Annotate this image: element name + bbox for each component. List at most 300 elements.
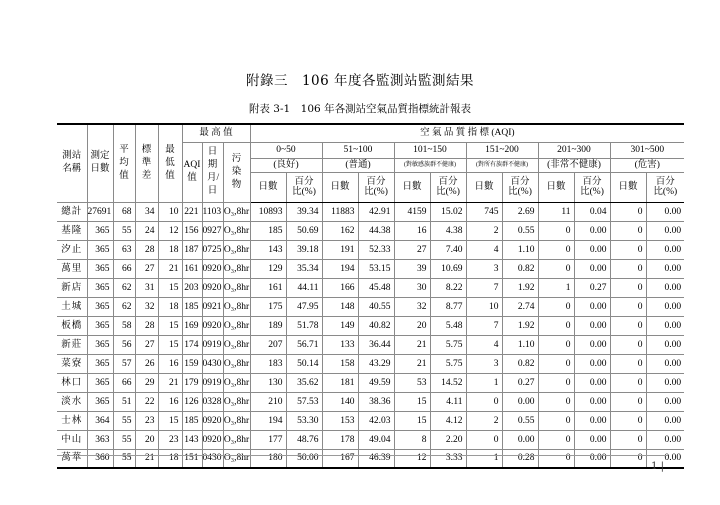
cell-mean: 66 xyxy=(113,373,135,392)
cell-aqi: 169 xyxy=(182,316,202,335)
cell-pol: O₃,8hr xyxy=(223,354,250,373)
cell-count-0: 129 xyxy=(250,259,286,278)
cell-pct-2: 8.22 xyxy=(430,278,466,297)
level-5: (危害) xyxy=(610,158,684,172)
cell-std: 24 xyxy=(135,221,158,240)
subheader-count: 日數 xyxy=(610,172,646,202)
cell-pct-5: 0.00 xyxy=(646,335,684,354)
cell-date: 0920 xyxy=(202,278,223,297)
cell-count-5: 0 xyxy=(610,297,646,316)
header-days: 測定日數 xyxy=(87,124,113,202)
cell-count-1: 167 xyxy=(322,449,358,468)
cell-pol: O₃,8hr xyxy=(223,316,250,335)
cell-count-3: 4 xyxy=(466,240,502,259)
table-row xyxy=(57,259,684,278)
cell-count-2: 15 xyxy=(394,411,430,430)
cell-count-1: 191 xyxy=(322,240,358,259)
aqi-statistics-table xyxy=(57,123,684,469)
table-row xyxy=(57,297,684,316)
cell-pct-0: 44.11 xyxy=(286,278,322,297)
cell-pct-2: 4.11 xyxy=(430,392,466,411)
page-number: 1 | xyxy=(651,461,664,472)
cell-days: 365 xyxy=(87,221,113,240)
cell-count-0: 175 xyxy=(250,297,286,316)
cell-count-0: 180 xyxy=(250,449,286,468)
level-0: (良好) xyxy=(250,158,322,172)
cell-pct-3: 0.00 xyxy=(502,392,538,411)
cell-count-2: 16 xyxy=(394,221,430,240)
cell-pol: O₃,8hr xyxy=(223,221,250,240)
cell-pct-2: 14.52 xyxy=(430,373,466,392)
cell-std: 23 xyxy=(135,411,158,430)
cell-count-3: 7 xyxy=(466,316,502,335)
cell-days: 365 xyxy=(87,297,113,316)
subheader-pct: 百分比(%) xyxy=(646,172,684,202)
cell-count-2: 12 xyxy=(394,449,430,468)
cell-count-5: 0 xyxy=(610,202,646,221)
cell-pol: O₃,8hr xyxy=(223,202,250,221)
cell-pct-1: 44.38 xyxy=(358,221,394,240)
table-body xyxy=(57,202,684,468)
subheader-pct: 百分比(%) xyxy=(286,172,322,202)
cell-count-0: 185 xyxy=(250,221,286,240)
cell-std: 28 xyxy=(135,316,158,335)
cell-pct-3: 1.10 xyxy=(502,335,538,354)
cell-days: 365 xyxy=(87,335,113,354)
cell-count-1: 133 xyxy=(322,335,358,354)
cell-mean: 68 xyxy=(113,202,135,221)
cell-aqi: 185 xyxy=(182,411,202,430)
cell-count-0: 210 xyxy=(250,392,286,411)
cell-count-3: 2 xyxy=(466,221,502,240)
range-2: 101~150 xyxy=(394,142,466,158)
cell-pct-3: 0.28 xyxy=(502,449,538,468)
cell-std: 27 xyxy=(135,335,158,354)
cell-count-5: 0 xyxy=(610,259,646,278)
cell-std: 26 xyxy=(135,354,158,373)
cell-days: 365 xyxy=(87,278,113,297)
cell-count-2: 39 xyxy=(394,259,430,278)
cell-count-5: 0 xyxy=(610,335,646,354)
header-mean: 平均值 xyxy=(113,124,135,202)
cell-aqi: 221 xyxy=(182,202,202,221)
header-max-group: 最 高 值 xyxy=(182,124,250,142)
subheader-count: 日數 xyxy=(322,172,358,202)
cell-mean: 55 xyxy=(113,411,135,430)
cell-pct-4: 0.00 xyxy=(574,316,610,335)
cell-date: 0920 xyxy=(202,411,223,430)
cell-pct-2: 15.02 xyxy=(430,202,466,221)
cell-aqi: 126 xyxy=(182,392,202,411)
cell-pct-5: 0.00 xyxy=(646,354,684,373)
cell-pct-4: 0.00 xyxy=(574,373,610,392)
cell-pct-5: 0.00 xyxy=(646,316,684,335)
cell-pct-0: 35.62 xyxy=(286,373,322,392)
cell-pct-0: 53.30 xyxy=(286,411,322,430)
cell-mean: 63 xyxy=(113,240,135,259)
cell-pol: O₃,8hr xyxy=(223,373,250,392)
table-caption: 附表 3-1 106 年各測站空氣品質指標統計報表 xyxy=(248,103,472,115)
cell-count-2: 53 xyxy=(394,373,430,392)
footer-divider xyxy=(57,455,668,456)
cell-pct-3: 1.10 xyxy=(502,240,538,259)
level-2: (對敏感族群不健康) xyxy=(394,158,466,172)
cell-pct-0: 47.95 xyxy=(286,297,322,316)
cell-name: 汐止 xyxy=(57,240,87,259)
cell-mean: 57 xyxy=(113,354,135,373)
range-0: 0~50 xyxy=(250,142,322,158)
cell-count-4: 0 xyxy=(538,430,574,449)
cell-pol: O₃,8hr xyxy=(223,240,250,259)
cell-min: 10 xyxy=(158,202,182,221)
cell-pct-5: 0.00 xyxy=(646,202,684,221)
cell-pct-1: 43.29 xyxy=(358,354,394,373)
cell-pct-5: 0.00 xyxy=(646,373,684,392)
cell-aqi: 159 xyxy=(182,354,202,373)
cell-count-5: 0 xyxy=(610,221,646,240)
cell-count-1: 11883 xyxy=(322,202,358,221)
cell-min: 12 xyxy=(158,221,182,240)
cell-pct-4: 0.27 xyxy=(574,278,610,297)
cell-pct-3: 0.00 xyxy=(502,430,538,449)
cell-count-4: 0 xyxy=(538,259,574,278)
cell-count-4: 0 xyxy=(538,392,574,411)
cell-pct-0: 51.78 xyxy=(286,316,322,335)
cell-name: 新店 xyxy=(57,278,87,297)
table-row xyxy=(57,240,684,259)
cell-count-3: 0 xyxy=(466,430,502,449)
cell-count-1: 140 xyxy=(322,392,358,411)
cell-count-3: 3 xyxy=(466,354,502,373)
range-5: 301~500 xyxy=(610,142,684,158)
cell-count-5: 0 xyxy=(610,240,646,259)
cell-pct-4: 0.00 xyxy=(574,411,610,430)
cell-min: 18 xyxy=(158,297,182,316)
cell-pct-2: 7.40 xyxy=(430,240,466,259)
cell-count-5: 0 xyxy=(610,430,646,449)
cell-pct-4: 0.04 xyxy=(574,202,610,221)
cell-count-3: 0 xyxy=(466,392,502,411)
cell-count-0: 183 xyxy=(250,354,286,373)
cell-date: 1103 xyxy=(202,202,223,221)
cell-count-1: 158 xyxy=(322,354,358,373)
cell-count-4: 11 xyxy=(538,202,574,221)
cell-pct-1: 36.44 xyxy=(358,335,394,354)
cell-pct-1: 52.33 xyxy=(358,240,394,259)
cell-count-5: 0 xyxy=(610,354,646,373)
cell-name: 士林 xyxy=(57,411,87,430)
cell-pct-1: 49.59 xyxy=(358,373,394,392)
cell-count-5: 0 xyxy=(610,411,646,430)
cell-aqi: 143 xyxy=(182,430,202,449)
header-station: 測站名稱 xyxy=(57,124,87,202)
cell-count-3: 745 xyxy=(466,202,502,221)
cell-count-1: 194 xyxy=(322,259,358,278)
cell-pct-0: 35.34 xyxy=(286,259,322,278)
cell-count-5: 0 xyxy=(610,392,646,411)
cell-name: 萬華 xyxy=(57,449,87,468)
cell-pct-1: 40.82 xyxy=(358,316,394,335)
cell-days: 364 xyxy=(87,411,113,430)
cell-name: 中山 xyxy=(57,430,87,449)
cell-count-3: 10 xyxy=(466,297,502,316)
page-title: 附錄三 106 年度各監測站監測結果 xyxy=(245,73,475,89)
header-min: 最低值 xyxy=(158,124,182,202)
cell-days: 365 xyxy=(87,354,113,373)
cell-count-0: 10893 xyxy=(250,202,286,221)
cell-pct-3: 1.92 xyxy=(502,278,538,297)
cell-std: 29 xyxy=(135,373,158,392)
cell-min: 15 xyxy=(158,316,182,335)
cell-pct-5: 0.00 xyxy=(646,297,684,316)
cell-count-5: 0 xyxy=(610,449,646,468)
cell-count-0: 194 xyxy=(250,411,286,430)
cell-count-3: 1 xyxy=(466,373,502,392)
cell-count-2: 32 xyxy=(394,297,430,316)
table-row xyxy=(57,221,684,240)
subheader-count: 日數 xyxy=(394,172,430,202)
cell-pct-4: 0.00 xyxy=(574,449,610,468)
cell-date: 0927 xyxy=(202,221,223,240)
cell-count-0: 207 xyxy=(250,335,286,354)
cell-pct-4: 0.00 xyxy=(574,354,610,373)
cell-name: 新莊 xyxy=(57,335,87,354)
cell-pct-1: 38.36 xyxy=(358,392,394,411)
cell-pct-0: 50.69 xyxy=(286,221,322,240)
cell-pct-4: 0.00 xyxy=(574,259,610,278)
cell-pct-2: 5.75 xyxy=(430,335,466,354)
cell-pct-4: 0.00 xyxy=(574,392,610,411)
cell-name: 土城 xyxy=(57,297,87,316)
cell-pct-0: 39.34 xyxy=(286,202,322,221)
cell-aqi: 185 xyxy=(182,297,202,316)
cell-pct-2: 3.33 xyxy=(430,449,466,468)
subheader-pct: 百分比(%) xyxy=(358,172,394,202)
cell-mean: 55 xyxy=(113,221,135,240)
cell-mean: 62 xyxy=(113,278,135,297)
cell-count-3: 7 xyxy=(466,278,502,297)
cell-pol: O₃,8hr xyxy=(223,449,250,468)
cell-count-2: 4159 xyxy=(394,202,430,221)
cell-std: 21 xyxy=(135,449,158,468)
cell-aqi: 187 xyxy=(182,240,202,259)
cell-count-1: 166 xyxy=(322,278,358,297)
cell-pct-1: 42.91 xyxy=(358,202,394,221)
cell-aqi: 174 xyxy=(182,335,202,354)
cell-pct-2: 4.38 xyxy=(430,221,466,240)
cell-date: 0919 xyxy=(202,373,223,392)
cell-pct-0: 48.76 xyxy=(286,430,322,449)
range-3: 151~200 xyxy=(466,142,538,158)
cell-pct-1: 45.48 xyxy=(358,278,394,297)
subheader-pct: 百分比(%) xyxy=(430,172,466,202)
cell-days: 365 xyxy=(87,259,113,278)
cell-days: 365 xyxy=(87,392,113,411)
table-row xyxy=(57,411,684,430)
cell-count-4: 0 xyxy=(538,449,574,468)
header-max-date: 日期月/日 xyxy=(202,142,223,202)
cell-aqi: 179 xyxy=(182,373,202,392)
cell-aqi: 203 xyxy=(182,278,202,297)
cell-count-0: 189 xyxy=(250,316,286,335)
cell-count-4: 0 xyxy=(538,316,574,335)
cell-aqi: 151 xyxy=(182,449,202,468)
table-row xyxy=(57,202,684,221)
table-row xyxy=(57,278,684,297)
cell-pol: O₃,8hr xyxy=(223,392,250,411)
cell-aqi: 161 xyxy=(182,259,202,278)
cell-min: 23 xyxy=(158,430,182,449)
cell-std: 28 xyxy=(135,240,158,259)
cell-mean: 55 xyxy=(113,430,135,449)
cell-pct-1: 49.04 xyxy=(358,430,394,449)
cell-min: 21 xyxy=(158,259,182,278)
cell-pct-0: 50.00 xyxy=(286,449,322,468)
cell-min: 16 xyxy=(158,354,182,373)
cell-std: 27 xyxy=(135,259,158,278)
cell-pct-2: 4.12 xyxy=(430,411,466,430)
cell-min: 18 xyxy=(158,240,182,259)
header-pollutant: 污染物 xyxy=(223,142,250,202)
cell-name: 板橋 xyxy=(57,316,87,335)
cell-count-0: 161 xyxy=(250,278,286,297)
table-row xyxy=(57,430,684,449)
cell-pct-4: 0.00 xyxy=(574,221,610,240)
cell-name: 萬里 xyxy=(57,259,87,278)
cell-pct-5: 0.00 xyxy=(646,240,684,259)
cell-min: 16 xyxy=(158,392,182,411)
cell-min: 21 xyxy=(158,373,182,392)
cell-min: 15 xyxy=(158,411,182,430)
cell-count-2: 21 xyxy=(394,354,430,373)
cell-pct-5: 0.00 xyxy=(646,278,684,297)
cell-pct-1: 40.55 xyxy=(358,297,394,316)
cell-pct-3: 2.74 xyxy=(502,297,538,316)
cell-pol: O₃,8hr xyxy=(223,411,250,430)
cell-pct-5: 0.00 xyxy=(646,411,684,430)
cell-pct-2: 5.48 xyxy=(430,316,466,335)
cell-pct-5: 0.00 xyxy=(646,392,684,411)
cell-date: 0920 xyxy=(202,316,223,335)
cell-count-0: 143 xyxy=(250,240,286,259)
cell-count-1: 178 xyxy=(322,430,358,449)
cell-count-3: 2 xyxy=(466,411,502,430)
table-row xyxy=(57,392,684,411)
cell-pct-2: 10.69 xyxy=(430,259,466,278)
cell-std: 20 xyxy=(135,430,158,449)
cell-pol: O₃,8hr xyxy=(223,335,250,354)
level-4: (非常不健康) xyxy=(538,158,610,172)
cell-name: 林口 xyxy=(57,373,87,392)
cell-pct-4: 0.00 xyxy=(574,335,610,354)
cell-count-3: 4 xyxy=(466,335,502,354)
cell-count-2: 8 xyxy=(394,430,430,449)
cell-min: 18 xyxy=(158,449,182,468)
level-1: (普通) xyxy=(322,158,394,172)
cell-count-2: 15 xyxy=(394,392,430,411)
cell-days: 365 xyxy=(87,373,113,392)
cell-count-0: 177 xyxy=(250,430,286,449)
cell-pct-3: 0.27 xyxy=(502,373,538,392)
subheader-pct: 百分比(%) xyxy=(574,172,610,202)
cell-pct-2: 8.77 xyxy=(430,297,466,316)
cell-pct-0: 56.71 xyxy=(286,335,322,354)
header-std: 標準差 xyxy=(135,124,158,202)
cell-std: 34 xyxy=(135,202,158,221)
cell-name: 總計 xyxy=(57,202,87,221)
cell-pol: O₃,8hr xyxy=(223,278,250,297)
cell-mean: 56 xyxy=(113,335,135,354)
cell-mean: 55 xyxy=(113,449,135,468)
cell-count-4: 0 xyxy=(538,411,574,430)
cell-name: 淡水 xyxy=(57,392,87,411)
cell-date: 0920 xyxy=(202,430,223,449)
cell-pol: O₃,8hr xyxy=(223,430,250,449)
cell-pct-5: 0.00 xyxy=(646,449,684,468)
cell-count-1: 181 xyxy=(322,373,358,392)
cell-date: 0430 xyxy=(202,354,223,373)
table-row xyxy=(57,449,684,468)
cell-count-1: 162 xyxy=(322,221,358,240)
table-row xyxy=(57,335,684,354)
cell-std: 32 xyxy=(135,297,158,316)
level-3: (對所有族群不健康) xyxy=(466,158,538,172)
subheader-count: 日數 xyxy=(250,172,286,202)
cell-count-2: 20 xyxy=(394,316,430,335)
cell-pct-1: 42.03 xyxy=(358,411,394,430)
cell-count-5: 0 xyxy=(610,278,646,297)
cell-pct-4: 0.00 xyxy=(574,297,610,316)
cell-count-1: 153 xyxy=(322,411,358,430)
cell-pct-5: 0.00 xyxy=(646,221,684,240)
cell-pol: O₃,8hr xyxy=(223,259,250,278)
cell-count-5: 0 xyxy=(610,373,646,392)
cell-count-5: 0 xyxy=(610,316,646,335)
cell-count-2: 30 xyxy=(394,278,430,297)
cell-date: 0725 xyxy=(202,240,223,259)
cell-min: 15 xyxy=(158,278,182,297)
cell-count-4: 0 xyxy=(538,297,574,316)
cell-date: 0920 xyxy=(202,259,223,278)
cell-count-0: 130 xyxy=(250,373,286,392)
cell-mean: 51 xyxy=(113,392,135,411)
cell-count-2: 21 xyxy=(394,335,430,354)
cell-count-1: 148 xyxy=(322,297,358,316)
cell-count-1: 149 xyxy=(322,316,358,335)
cell-date: 0919 xyxy=(202,335,223,354)
cell-count-3: 1 xyxy=(466,449,502,468)
table-row xyxy=(57,354,684,373)
cell-name: 菜寮 xyxy=(57,354,87,373)
cell-days: 365 xyxy=(87,316,113,335)
header-max-aqi: AQI值 xyxy=(182,142,202,202)
cell-count-4: 0 xyxy=(538,221,574,240)
cell-days: 365 xyxy=(87,240,113,259)
cell-pct-3: 1.92 xyxy=(502,316,538,335)
cell-pct-0: 39.18 xyxy=(286,240,322,259)
subheader-pct: 百分比(%) xyxy=(502,172,538,202)
cell-min: 15 xyxy=(158,335,182,354)
cell-std: 31 xyxy=(135,278,158,297)
cell-pct-1: 46.39 xyxy=(358,449,394,468)
cell-std: 22 xyxy=(135,392,158,411)
cell-name: 基隆 xyxy=(57,221,87,240)
cell-pol: O₃,8hr xyxy=(223,297,250,316)
cell-count-4: 0 xyxy=(538,335,574,354)
cell-pct-3: 2.69 xyxy=(502,202,538,221)
cell-mean: 62 xyxy=(113,297,135,316)
cell-pct-3: 0.55 xyxy=(502,411,538,430)
